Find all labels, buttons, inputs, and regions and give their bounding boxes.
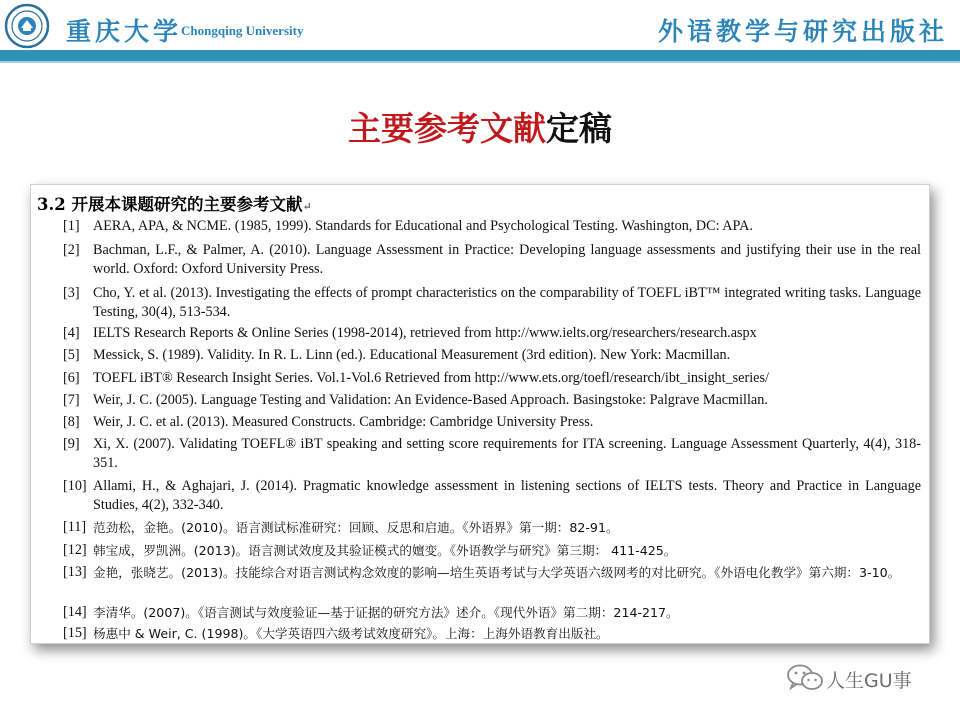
university-name-cn: 重庆大学 <box>66 17 183 46</box>
reference-text: Bachman, L.F., & Palmer, A. (2010). Language Assessment in Practice: Developing language assessments and justifying their use in the real world. Oxford: Oxford University Press. <box>93 242 921 277</box>
reference-text: AERA, APA, & NCME. (1985, 1999). Standards for Educational and Psychological Testing. Washington, DC: APA. <box>93 218 753 234</box>
reference-number: [1] <box>63 218 80 234</box>
reference-text: IELTS Research Reports & Online Series (1998-2014), retrieved from http://www.ielts.org/researchers/research.aspx <box>93 325 757 341</box>
reference-number: [8] <box>63 414 80 430</box>
reference-number: [3] <box>63 285 80 301</box>
reference-number: [2] <box>63 242 80 258</box>
reference-document <box>30 184 930 644</box>
reference-number: [13] <box>63 564 87 580</box>
document-heading: 3.2 开展本课题研究的主要参考文献↵ <box>37 195 312 214</box>
reference-text: Weir, J. C. (2005). Language Testing and Validation: An Evidence-Based Approach. Basingstoke: Palgrave Macmillan. <box>93 392 768 408</box>
watermark-text: 人生GU事 <box>826 670 912 692</box>
slide-title-black: 定稿 <box>546 109 612 148</box>
reference-text: 杨惠中 & Weir, C. (1998)。《大学英语四六级考试效度研究》。上海：上海外语教育出版社。 <box>93 626 609 641</box>
slide-title <box>0 103 960 150</box>
slide-title-red: 主要参考文献 <box>348 109 546 148</box>
publisher-name: 外语教学与研究出版社 <box>657 17 948 46</box>
university-seal-icon <box>4 3 50 49</box>
reference-text: TOEFL iBT® Research Insight Series. Vol.1-Vol.6 Retrieved from http://www.ets.org/toefl/research/ibt_insight_series/ <box>93 370 769 386</box>
reference-number: [14] <box>63 604 87 620</box>
university-name-en: Chongqing University <box>181 23 304 38</box>
watermark <box>786 662 936 696</box>
reference-number: [7] <box>63 392 80 408</box>
reference-number: [15] <box>63 625 87 641</box>
reference-text: Weir, J. C. et al. (2013). Measured Constructs. Cambridge: Cambridge University Press. <box>93 414 594 430</box>
header-band-line <box>0 61 960 63</box>
header-band <box>0 50 960 61</box>
reference-number: [10] <box>63 478 87 494</box>
reference-number: [12] <box>63 542 87 558</box>
reference-number: [11] <box>63 519 87 535</box>
reference-number: [4] <box>63 325 80 341</box>
reference-number: [9] <box>63 436 80 452</box>
reference-list <box>31 185 929 643</box>
reference-text: Messick, S. (1989). Validity. In R. L. Linn (ed.). Educational Measurement (3rd edition). New York: Macmillan. <box>93 347 731 363</box>
wechat-icon <box>786 664 824 692</box>
reference-text: Allami, H., & Aghajari, J. (2014). Pragmatic knowledge assessment in listening sections of IELTS tests. Theory and Practice in Language Studies, 4(2), 332-340. <box>93 478 921 513</box>
reference-number: [6] <box>63 370 80 386</box>
reference-text: Xi, X. (2007). Validating TOEFL® iBT speaking and setting score requirements for ITA screening. Language Assessment Quarterly, 4(4), 318-351. <box>93 436 921 471</box>
reference-text: 范劲松，金艳。(2010)。语言测试标准研究：回顾、反思和启迪。《外语界》第一期：82-91。 <box>93 520 619 535</box>
reference-text: Cho, Y. et al. (2013). Investigating the effects of prompt characteristics on the comparability of TOEFL iBT™ integrated writing tasks. Language Testing, 30(4), 513-534. <box>93 285 921 320</box>
reference-text: 韩宝成，罗凯洲。(2013)。语言测试效度及其验证模式的嬗变。《外语教学与研究》第三期： 411-425。 <box>93 543 677 558</box>
reference-text: 金艳，张晓艺。(2013)。技能综合对语言测试构念效度的影响—培生英语考试与大学英语六级网考的对比研究。《外语电化教学》第六期：3-10。 <box>93 565 901 580</box>
reference-number: [5] <box>63 347 80 363</box>
reference-text: 李清华。(2007)。《语言测试与效度验证—基于证据的研究方法》述介。《现代外语》第二期：214-217。 <box>93 605 679 620</box>
